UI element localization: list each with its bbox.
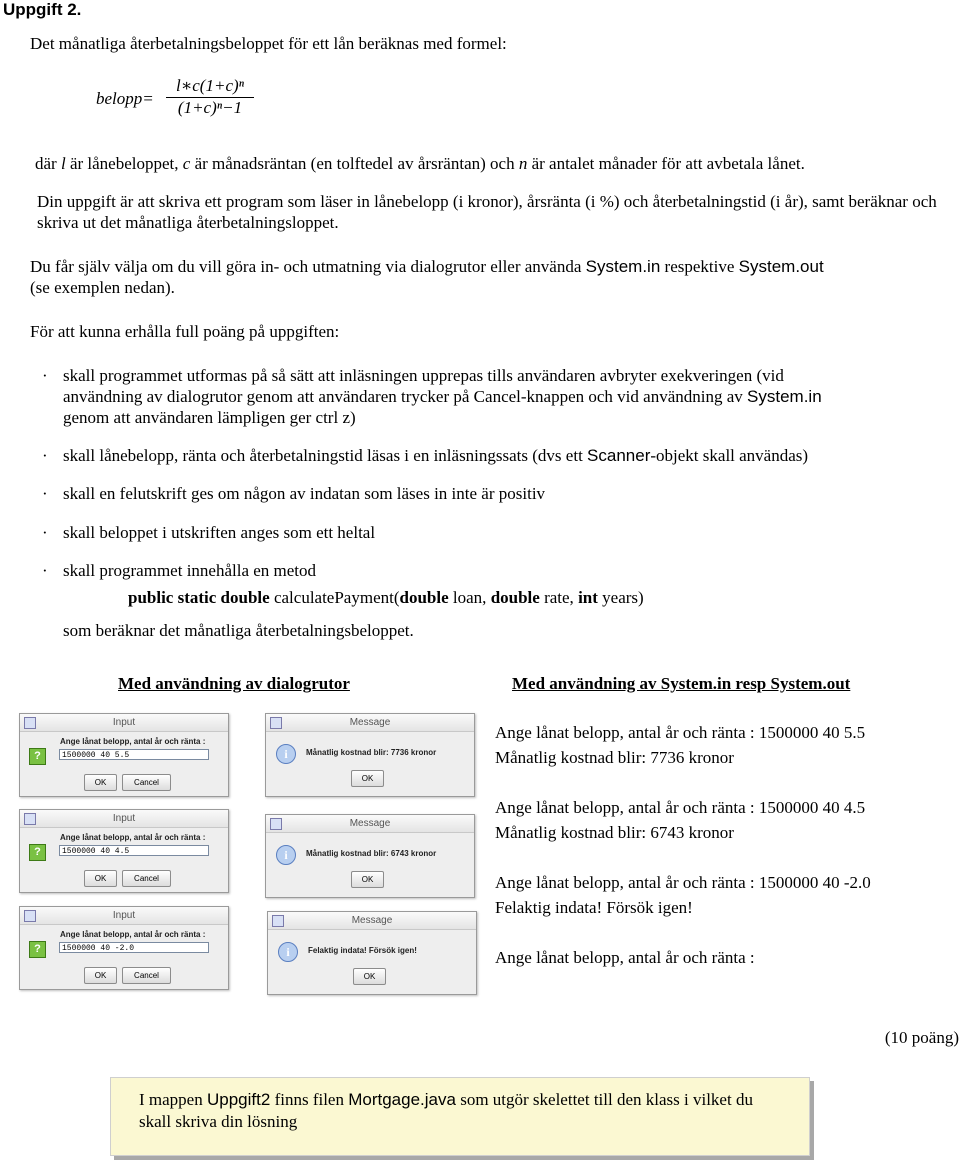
dialog-title: Message bbox=[351, 915, 393, 926]
dialog-message: Felaktig indata! Försök igen! bbox=[308, 946, 417, 955]
method-description: som beräknar det månatliga återbetalningsbeloppet. bbox=[63, 621, 414, 640]
task-text: Din uppgift är att skriva ett program som läser in lånebelopp (i kronor), årsränta (i %) och återbetalningstid (i år), samt beräknar och skriva ut det månatliga återbetalningsloppet. bbox=[37, 192, 937, 232]
points-label: (10 poäng) bbox=[884, 1028, 959, 1047]
dialog-input-field[interactable]: 1500000 40 5.5 bbox=[59, 749, 209, 760]
code-system-in: System.in bbox=[747, 387, 822, 406]
dialog-message: Månatlig kostnad blir: 6743 kronor bbox=[306, 849, 437, 858]
list-item: skall en felutskrift ges om någon av indatan som läses in inte är positiv bbox=[63, 484, 546, 503]
bullet-2-text-1: skall lånebelopp, ränta och återbetalningstid läsas i en inläsningssats (dvs ett bbox=[63, 446, 588, 465]
dialog-prompt: Ange lånat belopp, antal år och ränta : bbox=[60, 930, 206, 939]
dialog-titlebar bbox=[20, 810, 228, 828]
ok-button[interactable]: OK bbox=[351, 770, 384, 787]
note-text-1: I mappen bbox=[139, 1090, 207, 1109]
console-line: Månatlig kostnad blir: 6743 kronor bbox=[495, 823, 734, 842]
ok-button[interactable]: OK bbox=[353, 968, 386, 985]
question-icon: ? bbox=[29, 941, 46, 958]
where-text-4: är antalet månader för att avbetala lånet. bbox=[527, 154, 805, 173]
note-text-3: som utgör skelettet till den klass i vilket du skall skriva din lösning bbox=[139, 1090, 753, 1131]
message-dialog bbox=[265, 713, 475, 797]
cancel-button[interactable]: Cancel bbox=[122, 774, 171, 791]
intro-text: Det månatliga återbetalningsbeloppet för ett lån beräknas med formel: bbox=[30, 34, 507, 53]
where-var-l: l bbox=[60, 154, 66, 173]
message-dialog bbox=[267, 911, 477, 995]
formula bbox=[96, 76, 296, 132]
method-name: calculatePayment( bbox=[269, 588, 400, 607]
formula-denominator: (1+c)ⁿ−1 bbox=[177, 98, 243, 117]
dialog-title: Message bbox=[349, 818, 391, 829]
console-line: Ange lånat belopp, antal år och ränta : 1500000 40 4.5 bbox=[495, 798, 866, 817]
param-rate: rate, bbox=[539, 588, 579, 607]
choose-text bbox=[30, 256, 950, 298]
where-var-n: n bbox=[518, 154, 528, 173]
requirements-list bbox=[0, 365, 960, 665]
bullet-marker: · bbox=[42, 366, 48, 385]
note-text-2: finns filen bbox=[270, 1090, 349, 1109]
bullet-marker: · bbox=[42, 561, 48, 580]
requirements-intro: För att kunna erhålla full poäng på uppgiften: bbox=[30, 322, 340, 341]
dialog-prompt: Ange lånat belopp, antal år och ränta : bbox=[60, 833, 206, 842]
choose-text-2: respektive bbox=[660, 257, 739, 276]
bullet-1-line-1: skall programmet utformas på så sätt att inläsningen upprepas tills användaren avbryter exekveringen (vid bbox=[63, 366, 784, 385]
where-text-2: är lånebeloppet, bbox=[65, 154, 183, 173]
code-system-in: System.in bbox=[585, 257, 661, 276]
keyword: int bbox=[578, 588, 598, 607]
window-icon bbox=[24, 813, 36, 825]
cancel-button[interactable]: Cancel bbox=[122, 967, 171, 984]
message-dialog bbox=[265, 814, 475, 898]
info-icon: i bbox=[278, 942, 298, 962]
choose-text-1: Du får själv välja om du vill göra in- och utmatning via dialogrutor eller använda bbox=[30, 257, 586, 276]
heading-dialogs: Med användning av dialogrutor bbox=[118, 674, 350, 693]
bullet-1-line-2: användning av dialogrutor genom att användaren trycker på Cancel-knappen och vid användning av bbox=[63, 387, 748, 406]
bullet-marker: · bbox=[42, 484, 48, 503]
page-title: Uppgift 2. bbox=[3, 0, 82, 19]
bullet-marker: · bbox=[42, 446, 48, 465]
keyword: double bbox=[399, 588, 449, 607]
input-dialog bbox=[19, 906, 229, 990]
dialog-titlebar bbox=[20, 907, 228, 925]
list-item bbox=[63, 365, 943, 428]
input-dialog bbox=[19, 809, 229, 893]
dialog-titlebar bbox=[268, 912, 476, 930]
question-icon: ? bbox=[29, 844, 46, 861]
dialog-titlebar bbox=[20, 714, 228, 732]
bullet-2-text-2: -objekt skall användas) bbox=[650, 446, 809, 465]
heading-console: Med användning av System.in resp System.out bbox=[512, 674, 851, 693]
window-icon bbox=[270, 717, 282, 729]
window-icon bbox=[24, 717, 36, 729]
question-icon: ? bbox=[29, 748, 46, 765]
variables-explanation bbox=[35, 153, 805, 174]
code-system-out: System.out bbox=[738, 257, 824, 276]
dialog-titlebar bbox=[266, 714, 474, 732]
where-text-1: där bbox=[35, 154, 61, 173]
dialog-input-field[interactable]: 1500000 40 4.5 bbox=[59, 845, 209, 856]
formula-lhs: belopp= bbox=[96, 89, 154, 108]
formula-numerator: l∗c(1+c)ⁿ bbox=[166, 76, 254, 98]
info-icon: i bbox=[276, 744, 296, 764]
console-line: Felaktig indata! Försök igen! bbox=[495, 898, 693, 917]
dialog-prompt: Ange lånat belopp, antal år och ränta : bbox=[60, 737, 206, 746]
bullet-marker: · bbox=[42, 523, 48, 542]
list-item: skall beloppet i utskriften anges som ett heltal bbox=[63, 523, 376, 542]
ok-button[interactable]: OK bbox=[84, 967, 117, 984]
where-text-3: är månadsräntan (en tolftedel av årsräntan) och bbox=[190, 154, 519, 173]
window-icon bbox=[272, 915, 284, 927]
dialog-title: Input bbox=[112, 813, 136, 824]
console-line: Månatlig kostnad blir: 7736 kronor bbox=[495, 748, 734, 767]
ok-button[interactable]: OK bbox=[84, 774, 117, 791]
bullet-1-line-3: genom att användaren lämpligen ger ctrl z) bbox=[63, 408, 356, 427]
keyword: double bbox=[490, 588, 540, 607]
window-icon bbox=[24, 910, 36, 922]
console-line: Ange lånat belopp, antal år och ränta : 1500000 40 -2.0 bbox=[495, 873, 871, 892]
note-box bbox=[110, 1077, 810, 1156]
code-scanner: Scanner bbox=[587, 446, 651, 465]
dialog-message: Månatlig kostnad blir: 7736 kronor bbox=[306, 748, 437, 757]
param-loan: loan, bbox=[448, 588, 491, 607]
formula-fraction bbox=[166, 76, 254, 118]
list-item bbox=[63, 445, 808, 466]
dialog-title: Input bbox=[112, 717, 136, 728]
where-var-c: c bbox=[182, 154, 191, 173]
list-item: skall programmet innehålla en metod bbox=[63, 561, 317, 580]
console-output bbox=[495, 722, 871, 968]
ok-button[interactable]: OK bbox=[351, 871, 384, 888]
folder-name: Uppgift2 bbox=[206, 1090, 271, 1109]
input-dialog bbox=[19, 713, 229, 797]
info-icon: i bbox=[276, 845, 296, 865]
file-name: Mortgage.java bbox=[348, 1090, 456, 1109]
choose-text-3: (se exemplen nedan). bbox=[30, 278, 175, 297]
keyword: public static double bbox=[128, 588, 270, 607]
dialog-title: Input bbox=[112, 910, 136, 921]
console-line: Ange lånat belopp, antal år och ränta : 1500000 40 5.5 bbox=[495, 723, 866, 742]
ok-button[interactable]: OK bbox=[84, 870, 117, 887]
dialog-title: Message bbox=[349, 717, 391, 728]
method-signature bbox=[128, 587, 644, 608]
window-icon bbox=[270, 818, 282, 830]
note-text bbox=[139, 1089, 789, 1133]
cancel-button[interactable]: Cancel bbox=[122, 870, 171, 887]
console-line: Ange lånat belopp, antal år och ränta : bbox=[495, 948, 755, 967]
param-years: years) bbox=[597, 588, 644, 607]
dialog-input-field[interactable]: 1500000 40 -2.0 bbox=[59, 942, 209, 953]
dialog-titlebar bbox=[266, 815, 474, 833]
